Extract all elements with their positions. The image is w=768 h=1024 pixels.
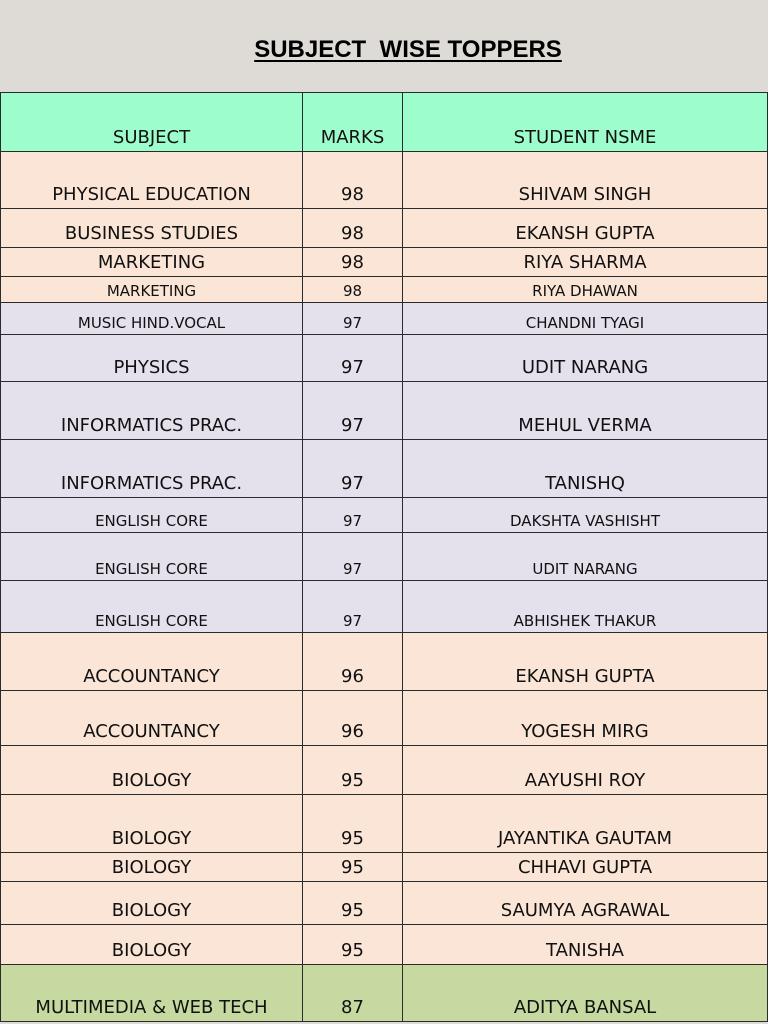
table-row [1,152,768,209]
header-student: STUDENT NSME [403,93,768,152]
marks-cell: 87 [303,965,403,1022]
table-row [1,335,768,382]
subject-cell: PHYSICS [1,335,303,382]
table-row [1,853,768,882]
marks-cell: 97 [303,533,403,581]
student-cell: TANISHQ [403,440,768,498]
marks-cell: 95 [303,746,403,795]
table-header-row [1,93,768,152]
student-cell: JAYANTIKA GAUTAM [403,795,768,853]
table-row [1,303,768,335]
header-marks: MARKS [303,93,403,152]
marks-cell: 98 [303,277,403,303]
student-cell: CHHAVI GUPTA [403,853,768,882]
marks-cell: 95 [303,925,403,965]
student-cell: EKANSH GUPTA [403,633,768,691]
subject-cell: ENGLISH CORE [1,498,303,533]
student-cell: YOGESH MIRG [403,691,768,746]
subject-cell: ENGLISH CORE [1,533,303,581]
table-row [1,440,768,498]
student-cell: SAUMYA AGRAWAL [403,882,768,925]
marks-cell: 97 [303,382,403,440]
table-row [1,965,768,1022]
toppers-table [0,92,768,1022]
marks-cell: 97 [303,440,403,498]
header-subject: SUBJECT [1,93,303,152]
student-cell: ABHISHEK THAKUR [403,581,768,633]
table-row [1,746,768,795]
table-row [1,209,768,248]
marks-cell: 96 [303,633,403,691]
student-cell: AAYUSHI ROY [403,746,768,795]
subject-cell: MUSIC HIND.VOCAL [1,303,303,335]
student-cell: TANISHA [403,925,768,965]
table-row [1,795,768,853]
subject-cell: MARKETING [1,277,303,303]
subject-cell: BIOLOGY [1,795,303,853]
marks-cell: 96 [303,691,403,746]
marks-cell: 95 [303,882,403,925]
marks-cell: 95 [303,795,403,853]
subject-cell: BIOLOGY [1,925,303,965]
table-row [1,633,768,691]
marks-cell: 97 [303,498,403,533]
subject-cell: ENGLISH CORE [1,581,303,633]
marks-cell: 95 [303,853,403,882]
table-row [1,498,768,533]
marks-cell: 97 [303,335,403,382]
student-cell: SHIVAM SINGH [403,152,768,209]
marks-cell: 98 [303,248,403,277]
table-row [1,925,768,965]
marks-cell: 97 [303,303,403,335]
subject-cell: INFORMATICS PRAC. [1,382,303,440]
subject-cell: BIOLOGY [1,746,303,795]
student-cell: UDIT NARANG [403,533,768,581]
marks-cell: 98 [303,152,403,209]
subject-cell: PHYSICAL EDUCATION [1,152,303,209]
table-row [1,382,768,440]
subject-cell: MULTIMEDIA & WEB TECH [1,965,303,1022]
table-row [1,581,768,633]
table-row [1,533,768,581]
subject-cell: MARKETING [1,248,303,277]
marks-cell: 97 [303,581,403,633]
table-row [1,691,768,746]
subject-cell: ACCOUNTANCY [1,691,303,746]
subject-cell: ACCOUNTANCY [1,633,303,691]
student-cell: EKANSH GUPTA [403,209,768,248]
table-row [1,248,768,277]
table-row [1,277,768,303]
marks-cell: 98 [303,209,403,248]
student-cell: CHANDNI TYAGI [403,303,768,335]
student-cell: UDIT NARANG [403,335,768,382]
student-cell: ADITYA BANSAL [403,965,768,1022]
page-title: SUBJECT WISE TOPPERS [254,36,562,63]
subject-cell: BIOLOGY [1,853,303,882]
student-cell: DAKSHTA VASHISHT [403,498,768,533]
student-cell: RIYA SHARMA [403,248,768,277]
subject-cell: INFORMATICS PRAC. [1,440,303,498]
student-cell: RIYA DHAWAN [403,277,768,303]
subject-cell: BIOLOGY [1,882,303,925]
subject-cell: BUSINESS STUDIES [1,209,303,248]
table-row [1,882,768,925]
student-cell: MEHUL VERMA [403,382,768,440]
